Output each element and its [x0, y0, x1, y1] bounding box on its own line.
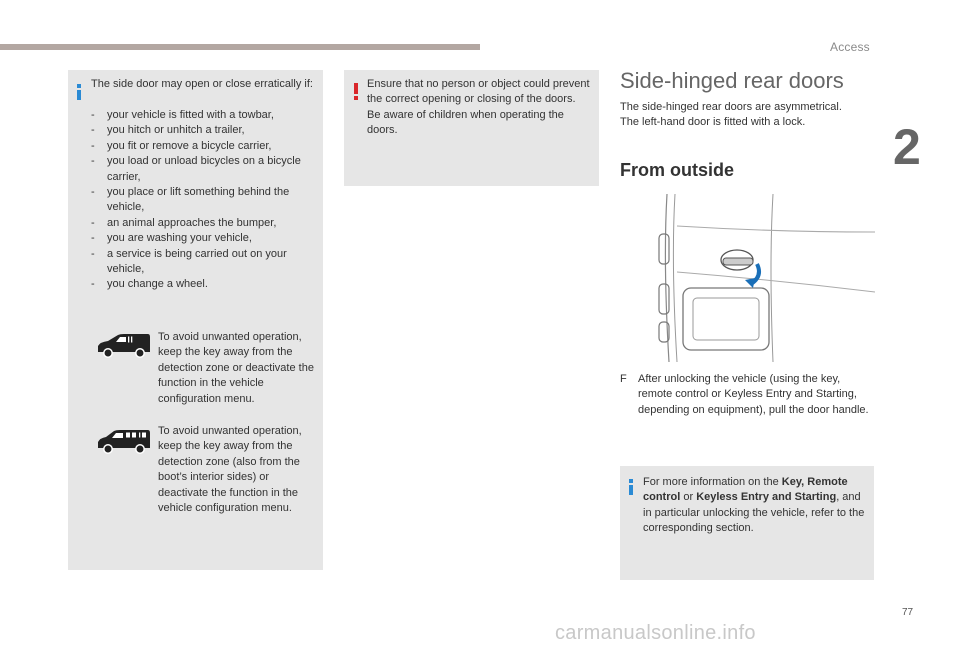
section-paragraph: The side-hinged rear doors are asymmetrical.: [620, 101, 842, 113]
page-number: 77: [902, 607, 914, 618]
list-item: - you are washing your vehicle,: [91, 231, 316, 246]
info-text: or: [680, 491, 697, 504]
mpv-icon: [96, 428, 152, 454]
list-item: - a service is being carried out on your vehicle,: [91, 247, 316, 278]
list-item: - your vehicle is fitted with a towbar,: [91, 108, 316, 123]
list-item: - you fit or remove a bicycle carrier,: [91, 139, 316, 154]
list-item: - you change a wheel.: [91, 277, 316, 292]
warning-line: Ensure that no person or object could prevent the correct opening or closing of the doors.: [367, 78, 590, 106]
more-information-text: [643, 475, 869, 537]
section-title: Side-hinged rear doors: [620, 68, 844, 93]
side-door-conditions-list: [91, 108, 316, 293]
chapter-number: 2: [893, 119, 921, 175]
section-intro: [620, 100, 875, 131]
info-text: For more information on the: [643, 476, 782, 488]
section-paragraph: The left-hand door is fitted with a lock.: [620, 116, 806, 129]
info-icon: [77, 84, 81, 100]
info-text: , and in particular unlocking the vehicle, refer to the corresponding section.: [643, 491, 865, 535]
warning-text: [367, 77, 592, 139]
keyless-entry-reference: Keyless Entry and Starting: [696, 491, 837, 504]
warning-line: Be aware of children when operating the doors.: [367, 108, 564, 137]
van-icon: [96, 332, 152, 358]
section-name: Access: [830, 40, 870, 54]
key-remote-control-reference: Key, Remote control: [643, 476, 848, 504]
van-note: To avoid unwanted operation, keep the key away from the detection zone or deactivate the function in the vehicle configuration menu.: [158, 331, 314, 405]
header-rule: [0, 44, 480, 50]
mpv-note: To avoid unwanted operation, keep the key away from the detection zone (also from the boot’s interior sides) or deactivate the function in the vehicle configuration menu.: [158, 425, 302, 515]
list-item: - you load or unload bicycles on a bicycle carrier,: [91, 154, 316, 185]
list-item: - an animal approaches the bumper,: [91, 216, 316, 231]
step-pull-handle: [620, 372, 875, 418]
list-item: - you place or lift something behind the vehicle,: [91, 185, 316, 216]
subheading: From outside: [620, 160, 735, 180]
step-text: After unlocking the vehicle (using the key, remote control or Keyless Entry and Starting, depending on equipment), pull the door handle.: [638, 373, 869, 416]
watermark: carmanualsonline.info: [555, 622, 756, 644]
warning-icon: [354, 83, 358, 100]
info-icon: [629, 479, 633, 495]
step-arrow-icon: F: [620, 373, 627, 385]
side-door-intro: The side door may open or close erratically if:: [91, 78, 313, 90]
rear-door-handle-illustration: [655, 192, 875, 364]
list-item: - you hitch or unhitch a trailer,: [91, 123, 316, 138]
